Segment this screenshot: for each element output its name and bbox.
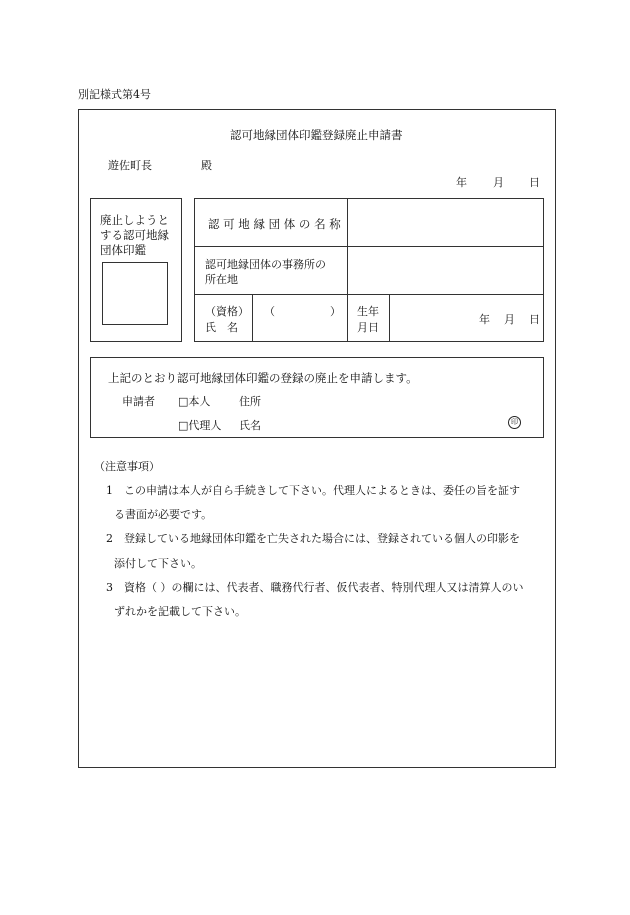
notes-heading: （注意事項）: [94, 460, 160, 473]
birth-label-line1: 生年: [357, 305, 379, 318]
office-address-field[interactable]: [350, 248, 540, 292]
birth-month: 月: [504, 313, 515, 326]
applicant-name-label: 氏名: [239, 419, 261, 432]
birthdate-field[interactable]: [392, 296, 540, 340]
birth-label-line2: 月日: [357, 321, 379, 334]
representative-name-field[interactable]: [255, 296, 345, 340]
date-year: 年: [456, 176, 467, 189]
qualification-label: （資格）: [205, 305, 249, 318]
applicant-label: 申請者: [122, 395, 155, 408]
name-label: 氏 名: [205, 321, 238, 334]
note-2-line2: 添付して下さい。: [114, 557, 202, 570]
qualification-paren-open: （: [264, 305, 275, 318]
office-label-line2: 所在地: [205, 273, 238, 286]
form-number: 別記様式第4号: [78, 88, 151, 101]
office-label-line1: 認可地縁団体の事務所の: [205, 258, 326, 271]
table-col-divider-birth: [347, 294, 348, 342]
seal-mark-icon: 印: [508, 416, 521, 429]
table-col-divider-birthval: [389, 294, 390, 342]
note-1-line2: る書面が必要です。: [114, 508, 213, 521]
note-2-line1: 2 登録している地縁団体印鑑を亡失された場合には、登録されている個人の印影を: [106, 532, 520, 545]
seal-label-line3: 団体印鑑: [100, 243, 146, 257]
seal-label-line2: する認可地縁: [100, 228, 169, 242]
date-day: 日: [529, 176, 540, 189]
address-label: 住所: [239, 395, 261, 408]
note-3-line2: ずれかを記載して下さい。: [114, 605, 246, 618]
org-name-label: 認 可 地 縁 団 体 の 名 称: [208, 217, 341, 231]
org-name-field[interactable]: [350, 200, 540, 244]
table-col-divider-main: [347, 198, 348, 294]
application-statement: 上記のとおり認可地縁団体印鑑の登録の廃止を申請します。: [108, 371, 418, 385]
table-row-divider-1: [194, 246, 544, 247]
agent-checkbox[interactable]: □代理人: [178, 419, 222, 432]
birth-day: 日: [529, 313, 540, 326]
birth-year: 年: [479, 313, 490, 326]
note-1-line1: 1 この申請は本人が自ら手続きして下さい。代理人によるときは、委任の旨を証す: [106, 484, 520, 497]
table-col-divider-qual: [252, 294, 253, 342]
seal-label-line1: 廃止しようと: [100, 213, 169, 227]
qualification-paren-close: ）: [330, 305, 341, 318]
addressee-honorific: 殿: [201, 159, 212, 172]
table-row-divider-2: [194, 294, 544, 295]
addressee-name: 遊佐町長: [108, 159, 152, 172]
form-title: 認可地縁団体印鑑登録廃止申請書: [230, 128, 403, 142]
self-checkbox[interactable]: □本人: [178, 395, 211, 408]
date-month: 月: [493, 176, 504, 189]
note-3-line1: 3 資格（ ）の欄には、代表者、職務代行者、仮代表者、特別代理人又は清算人のい: [106, 581, 524, 594]
seal-impression-box[interactable]: [102, 262, 168, 325]
